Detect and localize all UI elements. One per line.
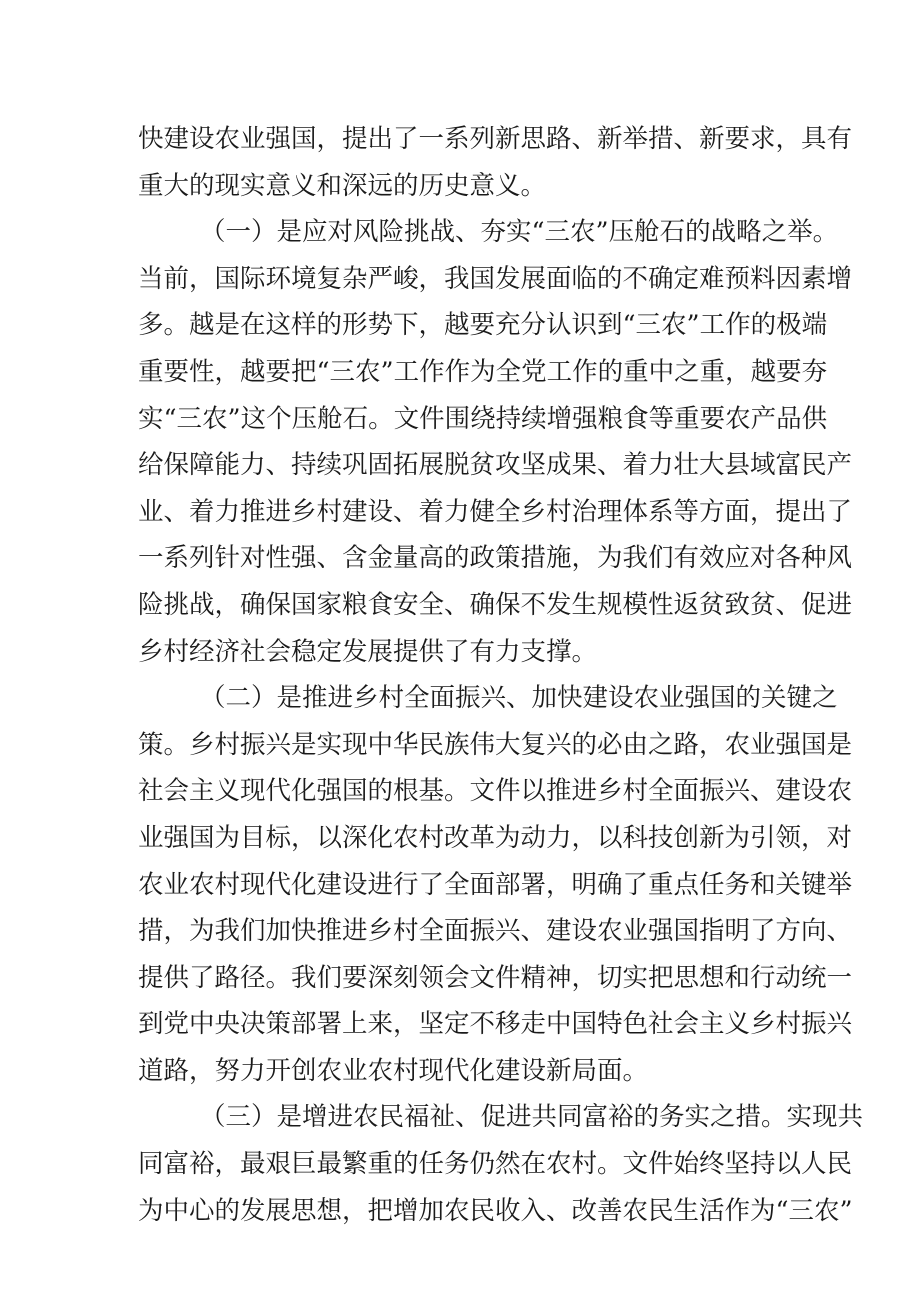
text-line: 提供了路径。我们要深刻领会文件精神，切实把思想和行动统一 — [138, 962, 853, 993]
text-line: 乡村经济社会稳定发展提供了有力支撑。 — [138, 636, 598, 667]
document-body — [138, 116, 864, 1234]
text-line: （二）是推进乡村全面振兴、加快建设农业强国的关键之 — [200, 683, 838, 714]
text-line: 险挑战，确保国家粮食安全、确保不发生规模性返贫致贫、促进 — [138, 589, 853, 620]
text-line: 措，为我们加快推进乡村全面振兴、建设农业强国指明了方向、 — [138, 916, 853, 947]
text-line: （三）是增进农民福祉、促进共同富裕的务实之措。实现共 — [200, 1102, 864, 1133]
paragraph — [138, 675, 853, 1094]
text-line: 到党中央决策部署上来，坚定不移走中国特色社会主义乡村振兴 — [138, 1009, 853, 1040]
text-line: 多。越是在这样的形势下，越要充分认识到“三农”工作的极端 — [138, 310, 828, 341]
text-line: 一系列针对性强、含金量高的政策措施，为我们有效应对各种风 — [138, 543, 853, 574]
text-line: 为中心的发展思想，把增加农民收入、改善农民生活作为“三农” — [138, 1195, 853, 1226]
text-line: 社会主义现代化强国的根基。文件以推进乡村全面振兴、建设农 — [138, 776, 853, 807]
text-line: 同富裕，最艰巨最繁重的任务仍然在农村。文件始终坚持以人民 — [138, 1149, 853, 1180]
text-line: 业、着力推进乡村建设、着力健全乡村治理体系等方面，提出了 — [138, 496, 853, 527]
text-line: 快建设农业强国，提出了一系列新思路、新举措、新要求，具有 — [138, 124, 853, 154]
text-line: 道路，努力开创农业农村现代化建设新局面。 — [138, 1055, 649, 1086]
paragraph — [138, 1094, 864, 1234]
paragraph — [138, 209, 853, 675]
text-line: （一）是应对风险挑战、夯实“三农”压舱石的战略之举。 — [200, 217, 839, 248]
text-line: 重大的现实意义和深远的历史意义。 — [138, 170, 547, 201]
paragraph — [138, 116, 853, 209]
text-line: 农业农村现代化建设进行了全面部署，明确了重点任务和关键举 — [138, 869, 853, 900]
text-line: 业强国为目标，以深化农村改革为动力，以科技创新为引领，对 — [138, 822, 853, 853]
text-line: 给保障能力、持续巩固拓展脱贫攻坚成果、着力壮大县域富民产 — [138, 450, 853, 481]
text-line: 当前，国际环境复杂严峻，我国发展面临的不确定难预料因素增 — [138, 263, 853, 294]
text-line: 实“三农”这个压舱石。文件围绕持续增强粮食等重要农产品供 — [138, 403, 828, 434]
text-line: 重要性，越要把“三农”工作作为全党工作的重中之重，越要夯 — [138, 356, 828, 387]
text-line: 策。乡村振兴是实现中华民族伟大复兴的必由之路，农业强国是 — [138, 729, 853, 760]
